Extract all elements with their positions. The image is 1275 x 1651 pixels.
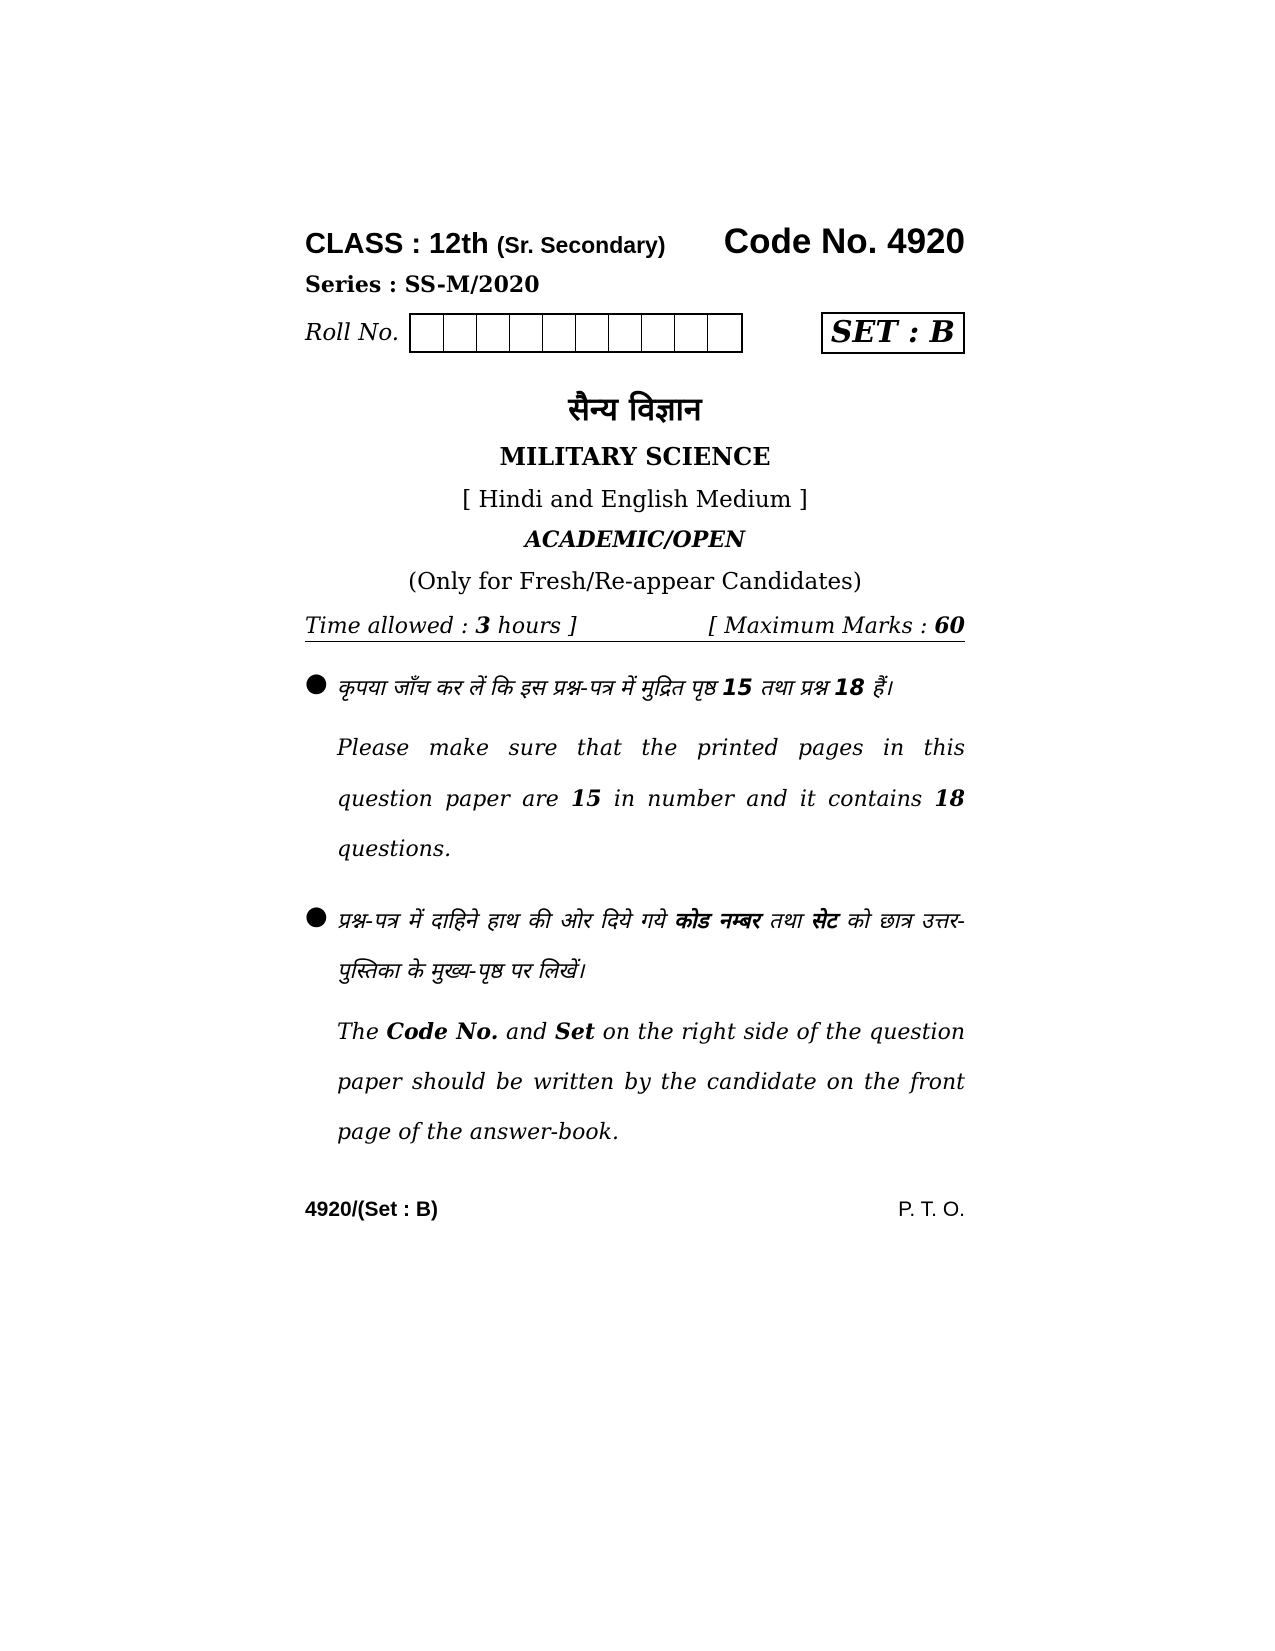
roll-box[interactable] <box>642 315 675 351</box>
class-sub: (Sr. Secondary) <box>496 232 666 258</box>
roll-box[interactable] <box>576 315 609 351</box>
header-row <box>305 222 965 262</box>
question-paper-cover <box>305 222 965 1222</box>
instruction-english: Please make sure that the printed pages in this question paper are 15 in number and it contains 18 questions. <box>337 736 965 862</box>
roll-box[interactable] <box>675 315 708 351</box>
instruction-hindi: कृपया जाँच कर लें कि इस प्रश्न-पत्र में मुद्रित पृष्ठ 15 तथा प्रश्न 18 हैं। <box>337 676 892 701</box>
roll-box[interactable] <box>510 315 543 351</box>
roll-box[interactable] <box>708 315 741 351</box>
time-allowed: Time allowed : 3 hours ] <box>305 613 577 639</box>
code-number: Code No. 4920 <box>723 222 965 261</box>
roll-box[interactable] <box>444 315 477 351</box>
class-label <box>305 228 665 261</box>
roll-label: Roll No. <box>305 320 400 346</box>
roll-box[interactable] <box>411 315 444 351</box>
roll-box[interactable] <box>477 315 510 351</box>
roll-number-area <box>305 313 743 353</box>
maximum-marks: [ Maximum Marks : 60 <box>708 613 965 639</box>
series-label: Series : SS-M/2020 <box>305 272 540 298</box>
roll-number-boxes <box>409 313 743 353</box>
page-footer <box>305 1198 965 1222</box>
class-main: CLASS : 12th <box>305 228 489 260</box>
instruction-english: The Code No. and Set on the right side of the question paper should be written by the candidate on the front page of the answer-book. <box>337 1019 965 1145</box>
footer-pto: P. T. O. <box>898 1198 965 1221</box>
medium-label: [ Hindi and English Medium ] <box>462 487 808 513</box>
roll-row <box>305 313 965 353</box>
footer-code: 4920/(Set : B) <box>305 1198 439 1221</box>
subject-title-hindi: सैन्य विज्ञान <box>568 390 702 428</box>
instruction-1 <box>305 664 965 875</box>
mode-label: ACADEMIC/OPEN <box>524 527 746 553</box>
bullet-icon: ● <box>305 668 328 698</box>
bullet-icon: ● <box>305 901 328 931</box>
set-badge: SET : B <box>821 312 965 354</box>
roll-box[interactable] <box>543 315 576 351</box>
candidates-label: (Only for Fresh/Re-appear Candidates) <box>408 569 862 595</box>
instruction-hindi: प्रश्न-पत्र में दाहिने हाथ की ओर दिये गये कोड नम्बर तथा सेट को छात्र उत्तर-पुस्तिका के मुख्य-पृष्ठ पर लिखें। <box>337 909 965 984</box>
instruction-2 <box>305 897 965 1158</box>
subject-title-english: MILITARY SCIENCE <box>499 442 771 471</box>
time-marks-row <box>305 613 965 642</box>
roll-box[interactable] <box>609 315 642 351</box>
